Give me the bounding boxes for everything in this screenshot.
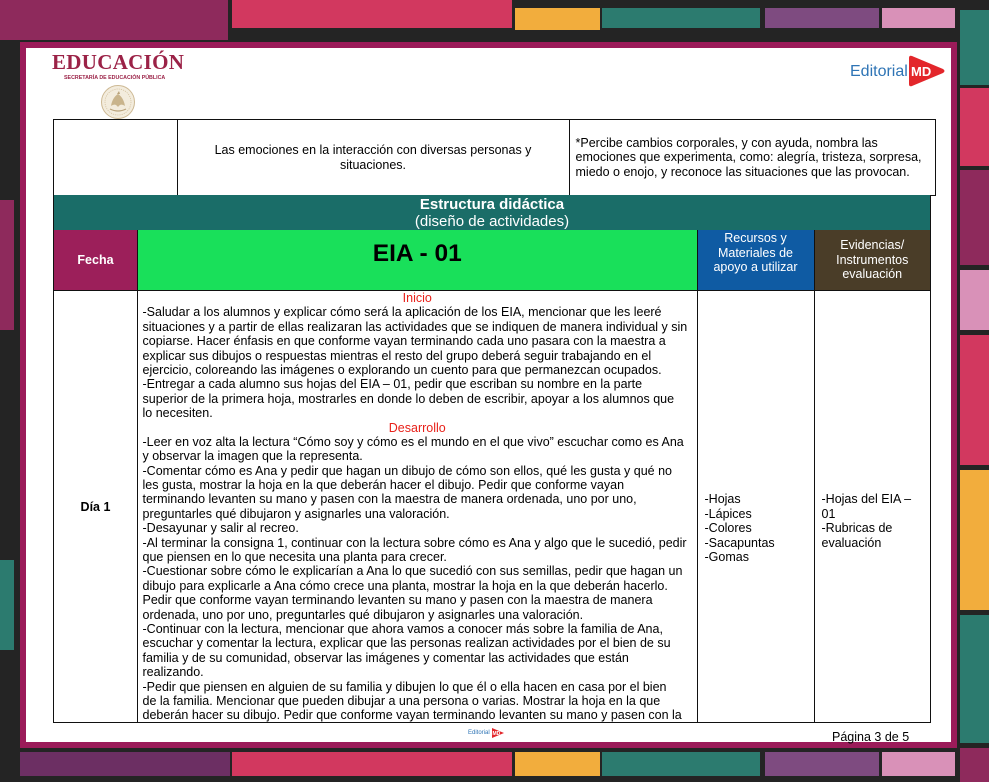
resources-column-header (698, 230, 815, 290)
decor-block (765, 8, 879, 28)
activity-line: que piensen en lo que necesita una planta para crecer. (142, 550, 447, 565)
activity-line: ordenada, uno por uno, preguntarles qué dibujaron y asignarles una valoración. (142, 607, 584, 622)
evidence-header-line: Evidencias/ (840, 238, 905, 253)
decor-block (960, 335, 989, 465)
decor-block (0, 200, 14, 330)
topic-cell (178, 120, 570, 195)
footer-publisher-mark: MD (492, 731, 500, 737)
coat-of-arms-icon (100, 84, 136, 120)
sep-logo-title: EDUCACIÓN (52, 50, 185, 74)
section-heading-inicio: Inicio (402, 291, 432, 305)
publisher-logo-icon (906, 55, 946, 87)
evidence-header-line: Instrumentos (836, 252, 909, 267)
evidence-line: -Hojas del EIA – (821, 492, 912, 506)
decor-block (882, 8, 955, 28)
decor-block (960, 615, 989, 743)
decor-block (960, 270, 989, 330)
resources-header-line: Recursos y (724, 231, 787, 245)
publisher-name: Editorial (850, 63, 908, 80)
activity-line: -Continuar con la lectura, mencionar que ahora vamos a conocer más sobre la familia de Ana, (142, 621, 663, 636)
activity-line: preguntarles qué dibujaron y asignarles una valoración. (142, 506, 450, 521)
activity-line: y observar la imagen que la representa. (142, 449, 363, 464)
activity-line: -Entregar a cada alumno sus hojas del EIA – 01, pedir que escriban su nombre en la parte (142, 377, 643, 392)
activity-line: familia y de su comunidad, observar las imágenes y comentar las actividades que están (142, 650, 629, 665)
activity-line: -Comentar cómo es Ana y pedir que hagan un dibujo de cómo son ellos, qué les gusta y qué no (142, 463, 673, 478)
section-title: Estructura didáctica (419, 195, 565, 213)
decor-block (20, 752, 230, 776)
activity-line: situaciones y a partir de ellas realizaran las actividades que se indiquen de manera individual y sin (142, 319, 688, 334)
decor-block (602, 8, 760, 28)
evidence-cell (815, 291, 931, 722)
resource-item: -Gomas (704, 550, 749, 565)
decor-block (0, 560, 14, 650)
activity-line: realizando. (142, 665, 204, 680)
section-title-row (53, 195, 931, 230)
activity-line: les gusta, mostrar la hoja en la que deberán hacer el dibujo. Pedir que conforme vayan (142, 478, 625, 493)
page-number: Página 3 de 5 (832, 730, 910, 744)
publisher-logo-mark: MD (911, 64, 932, 79)
activity-line: -Saludar a los alumnos y explicar cómo será la aplicación de los EIA, mencionar que les leeré (142, 305, 662, 320)
decor-block (232, 0, 512, 28)
activity-line: ejercicio, coloreando las imágenes o explorando un cuento para que permanezcan ocupados. (142, 362, 662, 377)
activity-line: de la familia. Mencionar que pueden dibujar a una persona o varias. Mostrar la hoja en la que (142, 693, 661, 708)
empty-cell (54, 120, 178, 195)
activity-line: copiarse. Hacer énfasis en que conforme vayan terminando cada uno pasara con la maestra a (142, 334, 666, 349)
activity-code: EIA - 01 (372, 239, 462, 267)
topic-line: Las emociones en la interacción con diversas personas y (214, 143, 532, 158)
resources-header-line: Materiales de (717, 245, 794, 260)
decor-block (602, 752, 760, 776)
activity-line: dibujo para explicarle a Ana cómo crece una planta, mostrar la hoja en la que deberán hacerlo. (142, 578, 668, 593)
footer-publisher-name: Editorial (468, 730, 490, 736)
footer-publisher-logo (468, 726, 505, 740)
decor-block (515, 752, 600, 776)
topic-row (53, 119, 936, 196)
decor-block (960, 88, 989, 166)
activity-line: -Leer en voz alta la lectura “Cómo soy y cómo es el mundo en el que vivo” escuchar como es Ana (142, 434, 684, 449)
resource-item: -Lápices (704, 506, 752, 521)
decor-block (515, 8, 600, 30)
decor-block (765, 752, 879, 776)
activity-column-header (138, 230, 698, 290)
activity-line: Pedir que conforme vayan terminando levanten su mano y pasen con la maestra de manera (142, 593, 653, 608)
table-row (53, 290, 931, 723)
activity-line: -Desayunar y salir al recreo. (142, 521, 299, 536)
decor-block (882, 752, 955, 776)
resource-item: -Sacapuntas (704, 535, 775, 550)
resource-item: -Colores (704, 521, 752, 536)
sep-logo-subtitle: SECRETARÍA DE EDUCACIÓN PÚBLICA (64, 75, 166, 81)
resources-header-line: apoyo a utilizar (713, 260, 798, 274)
evidence-line: 01 (821, 506, 836, 521)
activity-line: -Al terminar la consigna 1, continuar con la lectura sobre cómo es Ana y algo que le sucedió, pedir (142, 535, 687, 550)
expected-learning-line: miedo o enojo, y reconoce las situaciones que las provocan. (575, 164, 910, 179)
activity-line: escuchar y comentar la lectura, explicar que las personas realizan actividades por el bien de su (142, 636, 671, 651)
section-heading-desarrollo: Desarrollo (388, 420, 446, 435)
publisher-logo-icon (491, 727, 505, 739)
decor-block (232, 752, 512, 776)
activity-line: lo necesiten. (142, 406, 213, 421)
activity-cell (138, 291, 698, 722)
resources-cell (698, 291, 815, 722)
activity-line: explicar sus dibujos o respuestas mientras el resto del grupo deberá seguir trabajando en el (142, 348, 652, 363)
expected-learning-line: *Percibe cambios corporales, y con ayuda, nombra las (575, 136, 878, 151)
activity-line: -Pedir que piensen en alguien de su familia y dibujen lo que él o ella hacen en casa por el bien (142, 679, 667, 694)
evidence-line: -Rubricas de (821, 521, 893, 536)
decor-block (960, 748, 989, 782)
evidence-header-line: evaluación (842, 267, 903, 282)
expected-learning-line: emociones que experimenta, como: alegría, tristeza, sorpresa, (575, 150, 922, 165)
evidence-column-header (815, 230, 931, 290)
day-cell: Día 1 (54, 291, 138, 722)
decor-block (960, 170, 989, 265)
evidence-line: evaluación (821, 535, 882, 550)
activity-line: terminando levanten su mano y pasen con la maestra de manera ordenada, uno por uno, (142, 492, 637, 507)
activity-line: deberán hacer su dibujo. Pedir que conforme vayan terminando levanten su mano y pasen con la (142, 708, 682, 722)
expected-learning-cell (570, 120, 936, 195)
decor-block (0, 0, 228, 40)
activity-line: -Cuestionar sobre cómo le explicarían a Ana lo que sucedió con sus semillas, pedir que hagan un (142, 564, 683, 579)
column-header-row (53, 230, 931, 290)
activity-line: superior de la primera hoja, mostrarles en donde lo deben de escribir, apoyar a los alumnos que (142, 391, 675, 406)
date-column-header: Fecha (54, 230, 138, 290)
section-subtitle: (diseño de actividades) (414, 212, 570, 230)
decor-block (960, 470, 989, 610)
resource-item: -Hojas (704, 492, 741, 506)
topic-line: situaciones. (339, 157, 406, 172)
decor-block (960, 10, 989, 85)
